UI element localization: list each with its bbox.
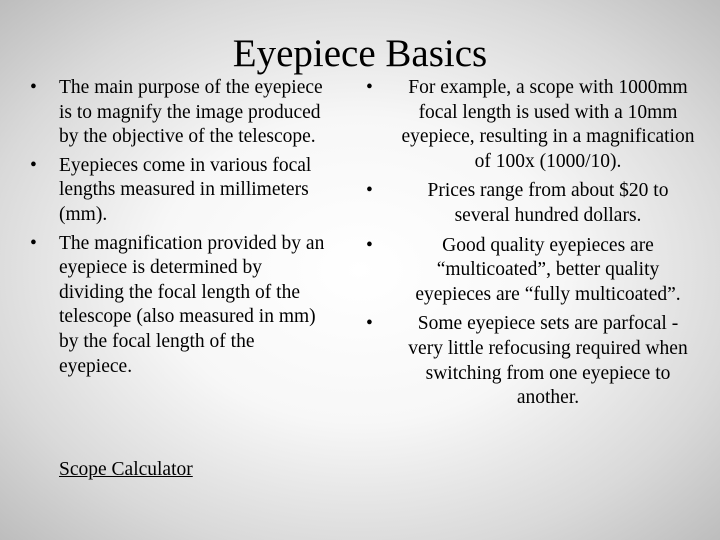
list-item — [30, 154, 330, 228]
bullet-text: The magnification provided by an eyepiece is determined by dividing the focal length of the telescope (also measured in mm) by the focal length of the eyepiece. — [59, 232, 325, 377]
scope-calculator-link[interactable]: Scope Calculator — [59, 459, 193, 480]
bullet-icon: • — [30, 232, 37, 254]
bullet-text: The main purpose of the eyepiece is to magnify the image produced by the objective of the telescope. — [59, 77, 323, 148]
slide-title: Eyepiece Basics — [232, 32, 488, 75]
bullet-text: Some eyepiece sets are parfocal - very little refocusing required when switching from one eyepiece to another. — [408, 313, 688, 409]
left-bullet-list — [30, 76, 330, 383]
list-item — [366, 234, 696, 308]
bullet-text: For example, a scope with 1000mm focal length is used with a 10mm eyepiece, resulting in a magnification of 100x (1000/10). — [401, 77, 695, 172]
bullet-icon: • — [30, 77, 37, 98]
list-item — [366, 312, 696, 410]
bullet-icon: • — [366, 180, 373, 202]
bullet-icon: • — [30, 154, 37, 176]
bullet-text: Eyepieces come in various focal lengths measured in millimeters (mm). — [59, 154, 312, 225]
right-bullet-list — [366, 76, 696, 416]
list-item — [366, 179, 696, 228]
list-item — [366, 76, 696, 174]
bullet-text: Prices range from about $20 to several hundred dollars. — [427, 180, 669, 226]
bullet-icon: • — [366, 77, 373, 98]
bullet-text: Good quality eyepieces are “multicoated”, better quality eyepieces are “fully multicoated”. — [415, 234, 681, 305]
list-item — [30, 232, 330, 380]
bullet-icon: • — [366, 313, 373, 335]
bullet-icon: • — [366, 234, 373, 256]
list-item — [30, 76, 330, 150]
